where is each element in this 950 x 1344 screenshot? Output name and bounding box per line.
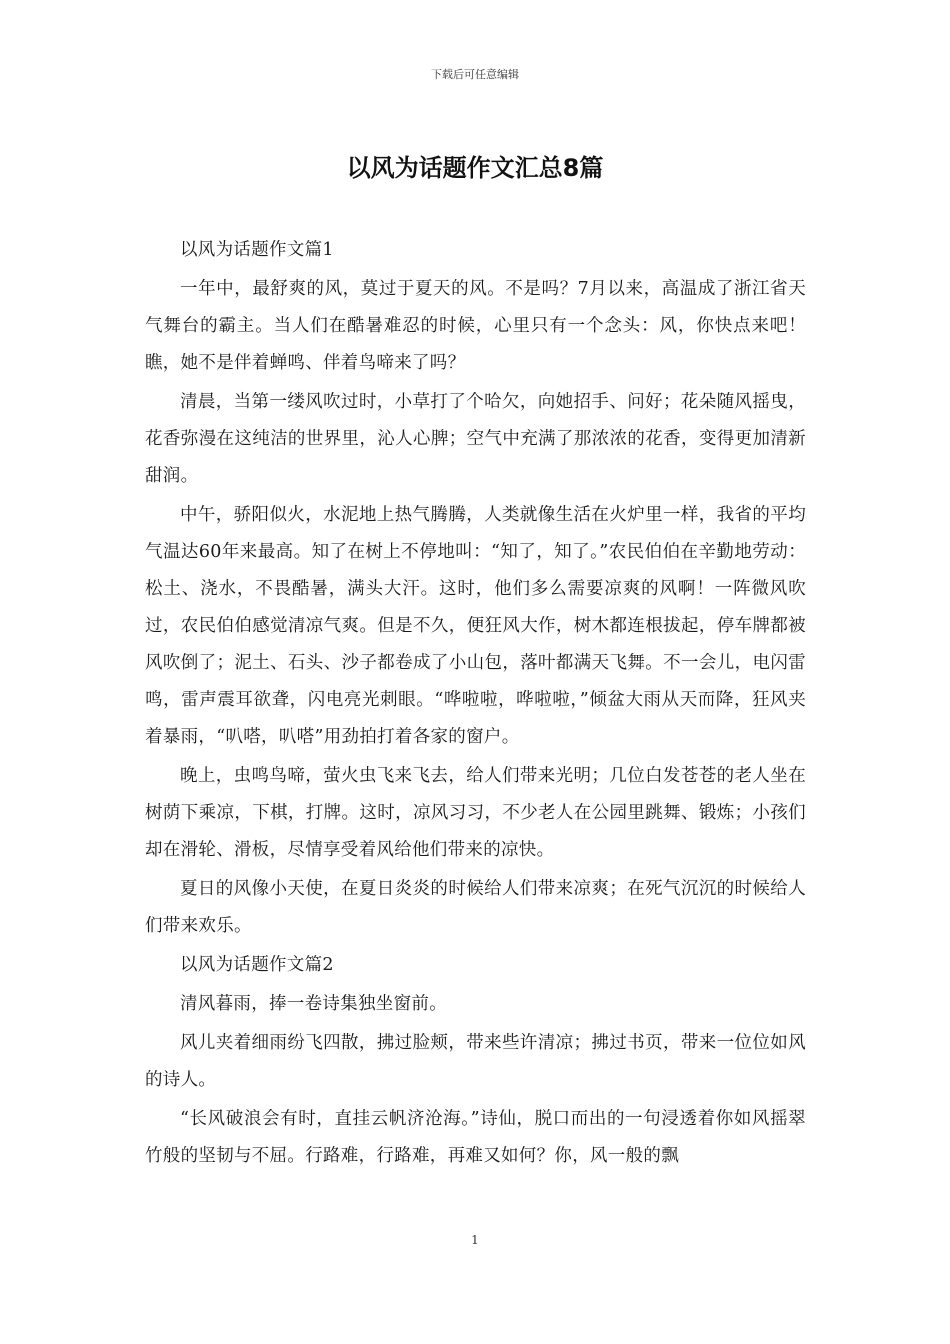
document-body <box>145 232 806 1177</box>
paragraph: 中午，骄阳似火，水泥地上热气腾腾，人类就像生活在火炉里一样，我省的平均气温达60年来最高。知了在树上不停地叫：“知了，知了。”农民伯伯在辛勤地劳动：松土、浇水，不畏酷暑，满头大汗。这时，他们多么需要凉爽的风啊！一阵微风吹过，农民伯伯感觉清凉气爽。但是不久，便狂风大作，树木都连根拔起，停车牌都被风吹倒了；泥土、石头、沙子都卷成了小山包，落叶都满天飞舞。不一会儿，电闪雷鸣，雷声震耳欲聋，闪电亮光刺眼。“哗啦啦，哗啦啦，”倾盆大雨从天而降，狂风夹着暴雨，“叭嗒，叭嗒”用劲拍打着各家的窗户。 <box>145 505 806 747</box>
page-number: 1 <box>471 1233 479 1247</box>
paragraph: 一年中，最舒爽的风，莫过于夏天的风。不是吗？7月以来，高温成了浙江省天气舞台的霸主。当人们在酷暑难忍的时候，心里只有一个念头：风，你快点来吧！瞧，她不是伴着蝉鸣、伴着鸟啼来了吗？ <box>145 279 806 373</box>
paragraph: 清晨，当第一缕风吹过时，小草打了个哈欠，向她招手、问好；花朵随风摇曳，花香弥漫在这纯洁的世界里，沁人心脾；空气中充满了那浓浓的花香，变得更加清新甜润。 <box>145 392 806 486</box>
section-heading-2: 以风为话题作文篇2 <box>180 955 334 975</box>
header-text: 下载后可任意编辑 <box>431 68 519 81</box>
document-title: 以风为话题作文汇总8篇 <box>346 154 604 182</box>
paragraph: 风儿夹着细雨纷飞四散，拂过脸颊，带来些许清凉；拂过书页，带来一位位如风的诗人。 <box>145 1033 806 1090</box>
paragraph: 晚上，虫鸣鸟啼，萤火虫飞来飞去，给人们带来光明；几位白发苍苍的老人坐在树荫下乘凉，下棋，打牌。这时，凉风习习，不少老人在公园里跳舞、锻炼；小孩们却在滑轮、滑板，尽情享受着风给他们带来的凉快。 <box>145 766 806 860</box>
page-footer <box>0 1232 950 1248</box>
paragraph: “长风破浪会有时，直挂云帆济沧海。”诗仙，脱口而出的一句浸透着你如风摇翠竹般的坚韧与不屈。行路难，行路难，再难又如何？你，风一般的飘 <box>145 1109 806 1166</box>
section-heading-1: 以风为话题作文篇1 <box>180 240 334 260</box>
paragraph: 夏日的风像小天使，在夏日炎炎的时候给人们带来凉爽；在死气沉沉的时候给人们带来欢乐。 <box>145 879 806 936</box>
paragraph: 清风暮雨，捧一卷诗集独坐窗前。 <box>180 994 447 1014</box>
page-header <box>0 68 950 82</box>
